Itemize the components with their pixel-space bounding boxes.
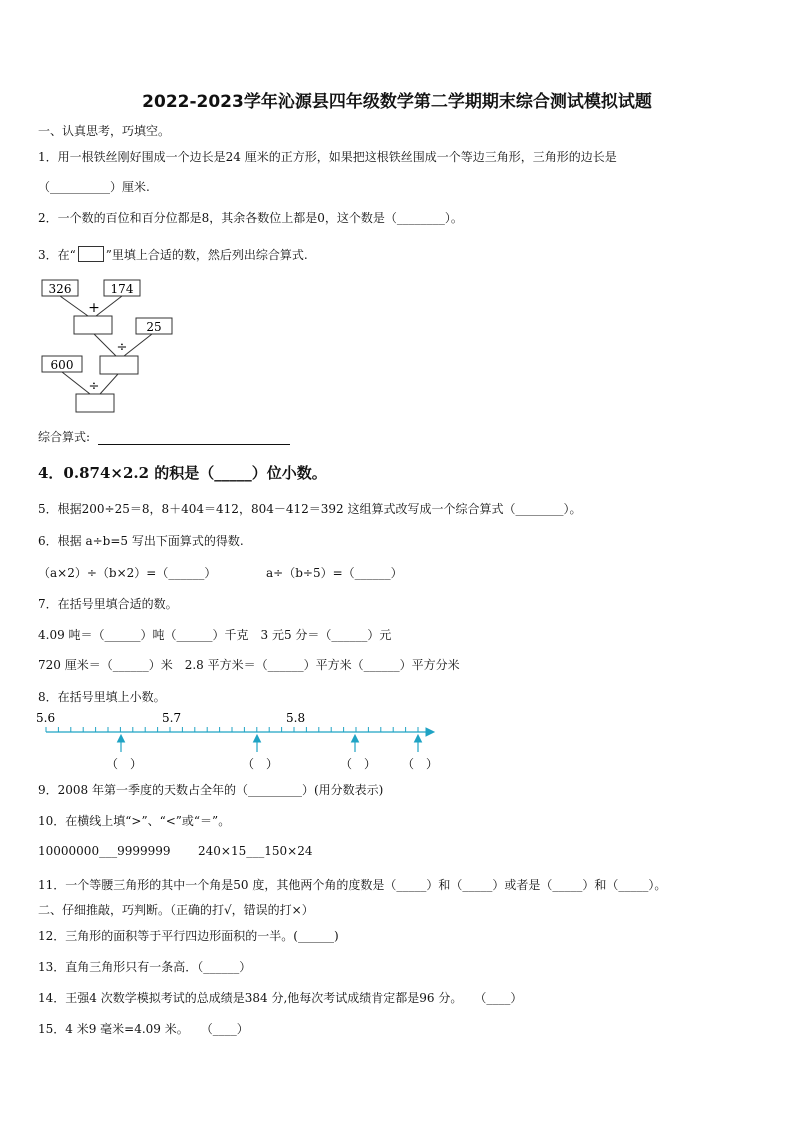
number-line-blank-1[interactable]: （ ） <box>106 757 143 771</box>
question-15: 15．4 米9 毫米=4.09 米。 （____） <box>38 1022 249 1036</box>
label-600: 600 <box>50 358 74 372</box>
tick-label-5-7: 5.7 <box>162 711 182 725</box>
page-title: 2022-2023学年沁源县四年级数学第二学期期末综合测试模拟试题 <box>142 92 652 112</box>
question-9: 9．2008 年第一季度的天数占全年的（_________）(用分数表示) <box>38 783 384 797</box>
arrow-up-head-icon <box>254 735 261 742</box>
box-result[interactable] <box>76 394 114 412</box>
divide-operator-1: ÷ <box>116 340 128 355</box>
number-line-blank-3[interactable]: （ ） <box>340 757 377 771</box>
question-10-part-b: 240×15___150×24 <box>198 844 313 858</box>
question-3 <box>38 246 308 263</box>
plus-operator: + <box>88 300 100 316</box>
question-8: 8．在括号里填上小数。 <box>38 690 166 704</box>
question-1-line-2: （__________）厘米. <box>38 180 150 194</box>
question-2: 2．一个数的百位和百分位都是8，其余各数位上都是0，这个数是（________）。 <box>38 211 463 225</box>
tick-label-5-8: 5.8 <box>286 711 306 725</box>
arrow-right-icon <box>426 728 434 736</box>
divide-operator-2: ÷ <box>88 379 100 394</box>
question-13: 13．直角三角形只有一条高．（______） <box>38 960 252 974</box>
combined-formula-answer-line[interactable] <box>98 430 290 445</box>
question-14: 14．王强4 次数学模拟考试的总成绩是384 分,他每次考试成绩肯定都是96 分。 （____） <box>38 991 523 1005</box>
box-sum[interactable] <box>74 316 112 334</box>
number-line-blank-4[interactable]: （ ） <box>402 757 439 771</box>
question-7-line-2: 4.09 吨＝（______）吨（______）千克 3 元5 分＝（______）元 <box>38 628 392 642</box>
question-6-part-b: a÷（b÷5）=（______） <box>266 566 403 580</box>
question-4: 4．0.874×2.2 的积是（_____）位小数。 <box>38 464 327 482</box>
arrow-up-head-icon <box>118 735 125 742</box>
section-one-heading: 一、认真思考，巧填空。 <box>38 124 171 138</box>
question-5: 5．根据200÷25＝8，8＋404＝412，804－412＝392 这组算式改写成一个综合算式（________）。 <box>38 502 582 516</box>
arrow-up-head-icon <box>352 735 359 742</box>
question-1-line-1: 1．用一根铁丝刚好围成一个边长是24 厘米的正方形，如果把这根铁丝围成一个等边三角形，三角形的边长是 <box>38 150 617 164</box>
question-6-part-a: （a×2）÷（b×2）=（______） <box>38 566 217 580</box>
tick-label-5-6: 5.6 <box>36 711 56 725</box>
question-10-part-a: 10000000___9999999 <box>38 844 171 858</box>
label-25: 25 <box>146 320 162 334</box>
answer-box-icon <box>78 246 104 262</box>
number-line <box>34 708 444 774</box>
arrow-up-head-icon <box>415 735 422 742</box>
question-3-prefix: 3．在“ <box>38 248 76 262</box>
combined-formula <box>38 428 290 445</box>
label-174: 174 <box>110 282 134 296</box>
question-10-line-1: 10．在横线上填“>”、“<”或“＝”。 <box>38 814 231 828</box>
calculation-diagram <box>38 276 178 418</box>
number-line-blank-2[interactable]: （ ） <box>242 757 279 771</box>
box-quotient[interactable] <box>100 356 138 374</box>
question-7-line-3: 720 厘米＝（______）米 2.8 平方米＝（______）平方米（______）平方分米 <box>38 658 460 672</box>
label-326: 326 <box>48 282 72 296</box>
question-11: 11．一个等腰三角形的其中一个角是50 度，其他两个角的度数是（_____）和（_____）或者是（_____）和（_____）。 <box>38 878 667 892</box>
combined-formula-label: 综合算式: <box>38 430 91 444</box>
section-two-heading: 二、仔细推敲，巧判断。（正确的打√，错误的打×） <box>38 903 314 917</box>
question-3-suffix: ”里填上合适的数，然后列出综合算式. <box>105 248 308 262</box>
question-12: 12．三角形的面积等于平行四边形面积的一半。(______) <box>38 929 339 943</box>
question-6-line-1: 6．根据 a÷b=5 写出下面算式的得数. <box>38 534 244 548</box>
question-7-line-1: 7．在括号里填合适的数。 <box>38 597 178 611</box>
